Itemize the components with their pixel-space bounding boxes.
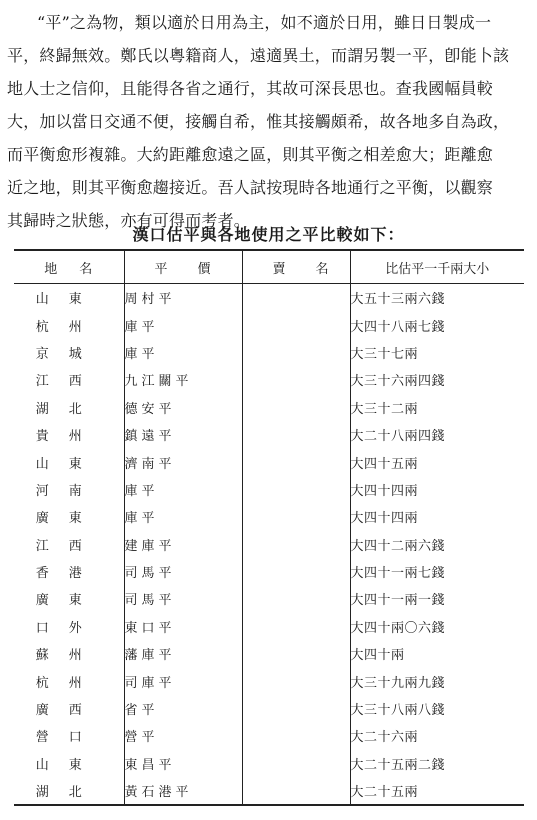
comparison-table	[14, 249, 524, 806]
scale-cell: 省平	[124, 695, 242, 722]
header-scale: 平價	[124, 250, 242, 284]
paragraph-line: 地人士之信仰，且能得各省之通行，其故可深長思也。查我國幅員較	[7, 79, 494, 98]
place-cell: 湖北	[35, 401, 102, 417]
amount-cell: 大三十九兩九錢	[350, 667, 524, 694]
dealer-cell	[242, 366, 350, 393]
body-paragraph	[7, 6, 531, 237]
dealer-cell	[242, 585, 350, 612]
dealer-cell	[242, 640, 350, 667]
scale-cell: 司馬平	[124, 558, 242, 585]
table-row	[14, 284, 524, 312]
header-place: 地名	[14, 250, 124, 284]
scale-cell: 黃石港平	[124, 777, 242, 805]
amount-cell: 大四十四兩	[350, 503, 524, 530]
table-row	[14, 339, 524, 366]
paragraph-line: 其歸時之狀態，亦有可得而考者。	[7, 211, 251, 230]
table-row	[14, 777, 524, 805]
place-cell: 杭州	[35, 675, 102, 691]
table-row	[14, 667, 524, 694]
dealer-cell	[242, 421, 350, 448]
table-row	[14, 503, 524, 530]
amount-cell: 大二十六兩	[350, 722, 524, 749]
table-row	[14, 585, 524, 612]
amount-cell: 大四十一兩一錢	[350, 585, 524, 612]
amount-cell: 大二十五兩二錢	[350, 750, 524, 777]
paragraph-line: 大，加以當日交通不便，接觸自希，惟其接觸頗希，故各地多自為政，	[7, 112, 510, 131]
place-cell: 貴州	[35, 429, 102, 445]
dealer-cell	[242, 667, 350, 694]
table-row	[14, 613, 524, 640]
scale-cell: 鎮遠平	[124, 421, 242, 448]
amount-cell: 大四十四兩	[350, 476, 524, 503]
dealer-cell	[242, 750, 350, 777]
table-row	[14, 531, 524, 558]
dealer-cell	[242, 284, 350, 312]
dealer-cell	[242, 613, 350, 640]
scale-cell: 周村平	[124, 284, 242, 312]
scale-cell: 庫平	[124, 311, 242, 338]
dealer-cell	[242, 722, 350, 749]
scale-cell: 營平	[124, 722, 242, 749]
dealer-cell	[242, 777, 350, 805]
table-row	[14, 448, 524, 475]
scale-cell: 庫平	[124, 503, 242, 530]
amount-cell: 大四十兩〇六錢	[350, 613, 524, 640]
place-cell: 營口	[35, 730, 102, 746]
table-body	[14, 284, 524, 806]
place-cell: 蘇州	[35, 648, 102, 664]
table-row	[14, 366, 524, 393]
table-row	[14, 394, 524, 421]
dealer-cell	[242, 531, 350, 558]
place-cell: 香港	[35, 566, 102, 582]
table-row	[14, 311, 524, 338]
table-row	[14, 476, 524, 503]
amount-cell: 大四十八兩七錢	[350, 311, 524, 338]
dealer-cell	[242, 476, 350, 503]
amount-cell: 大四十一兩七錢	[350, 558, 524, 585]
amount-cell: 大三十二兩	[350, 394, 524, 421]
place-cell: 廣東	[35, 593, 102, 609]
table-row	[14, 640, 524, 667]
scale-cell: 司馬平	[124, 585, 242, 612]
paragraph-line: “平”之為物，類以適於日用為主，如不適於日用，雖日日製成一	[37, 13, 492, 32]
amount-cell: 大二十五兩	[350, 777, 524, 805]
dealer-cell	[242, 394, 350, 421]
table-row	[14, 558, 524, 585]
place-cell: 湖北	[14, 777, 124, 805]
table-title: 漢口估平與各地使用之平比較如下：	[132, 225, 405, 244]
table-row	[14, 750, 524, 777]
scale-cell: 東昌平	[124, 750, 242, 777]
paragraph-line: 而平衡愈形複雜。大約距離愈遠之區，則其平衡之相差愈大；距離愈	[7, 145, 494, 164]
table-row	[14, 421, 524, 448]
paragraph-line: 平，終歸無效。鄭氏以粵籍商人，遠適異土，而謂另製一平，卽能卜該	[7, 46, 510, 65]
table-row	[14, 722, 524, 749]
place-cell: 江西	[35, 374, 102, 390]
scale-cell: 濟南平	[124, 448, 242, 475]
amount-cell: 大三十七兩	[350, 339, 524, 366]
place-cell: 廣西	[35, 703, 102, 719]
amount-cell: 大五十三兩六錢	[350, 284, 524, 312]
scale-cell: 庫平	[124, 339, 242, 366]
amount-cell: 大四十五兩	[350, 448, 524, 475]
scale-cell: 東口平	[124, 613, 242, 640]
dealer-cell	[242, 503, 350, 530]
dealer-cell	[242, 558, 350, 585]
dealer-cell	[242, 311, 350, 338]
amount-cell: 大三十六兩四錢	[350, 366, 524, 393]
place-cell: 山東	[35, 292, 102, 308]
place-cell: 河南	[35, 483, 102, 499]
table-header-row	[14, 250, 524, 284]
place-cell: 口外	[35, 620, 102, 636]
place-cell: 廣東	[35, 511, 102, 527]
place-cell: 山東	[35, 456, 102, 472]
dealer-cell	[242, 695, 350, 722]
scale-cell: 庫平	[124, 476, 242, 503]
scale-cell: 建庫平	[124, 531, 242, 558]
table-row	[14, 695, 524, 722]
amount-cell: 大四十兩	[350, 640, 524, 667]
amount-cell: 大四十二兩六錢	[350, 531, 524, 558]
scale-cell: 司庫平	[124, 667, 242, 694]
dealer-cell	[242, 448, 350, 475]
amount-cell: 大三十八兩八錢	[350, 695, 524, 722]
scale-cell: 藩庫平	[124, 640, 242, 667]
header-dealer: 賣名	[242, 250, 350, 284]
place-cell: 山東	[35, 757, 102, 773]
header-comparison: 比估平一千兩大小	[350, 250, 524, 284]
paragraph-line: 近之地，則其平衡愈趨接近。吾人試按現時各地通行之平衡，以觀察	[7, 178, 494, 197]
place-cell: 京城	[35, 346, 102, 362]
scale-cell: 德安平	[124, 394, 242, 421]
place-cell: 江西	[35, 538, 102, 554]
scale-cell: 九江關平	[124, 366, 242, 393]
dealer-cell	[242, 339, 350, 366]
place-cell: 杭州	[35, 319, 102, 335]
amount-cell: 大二十八兩四錢	[350, 421, 524, 448]
